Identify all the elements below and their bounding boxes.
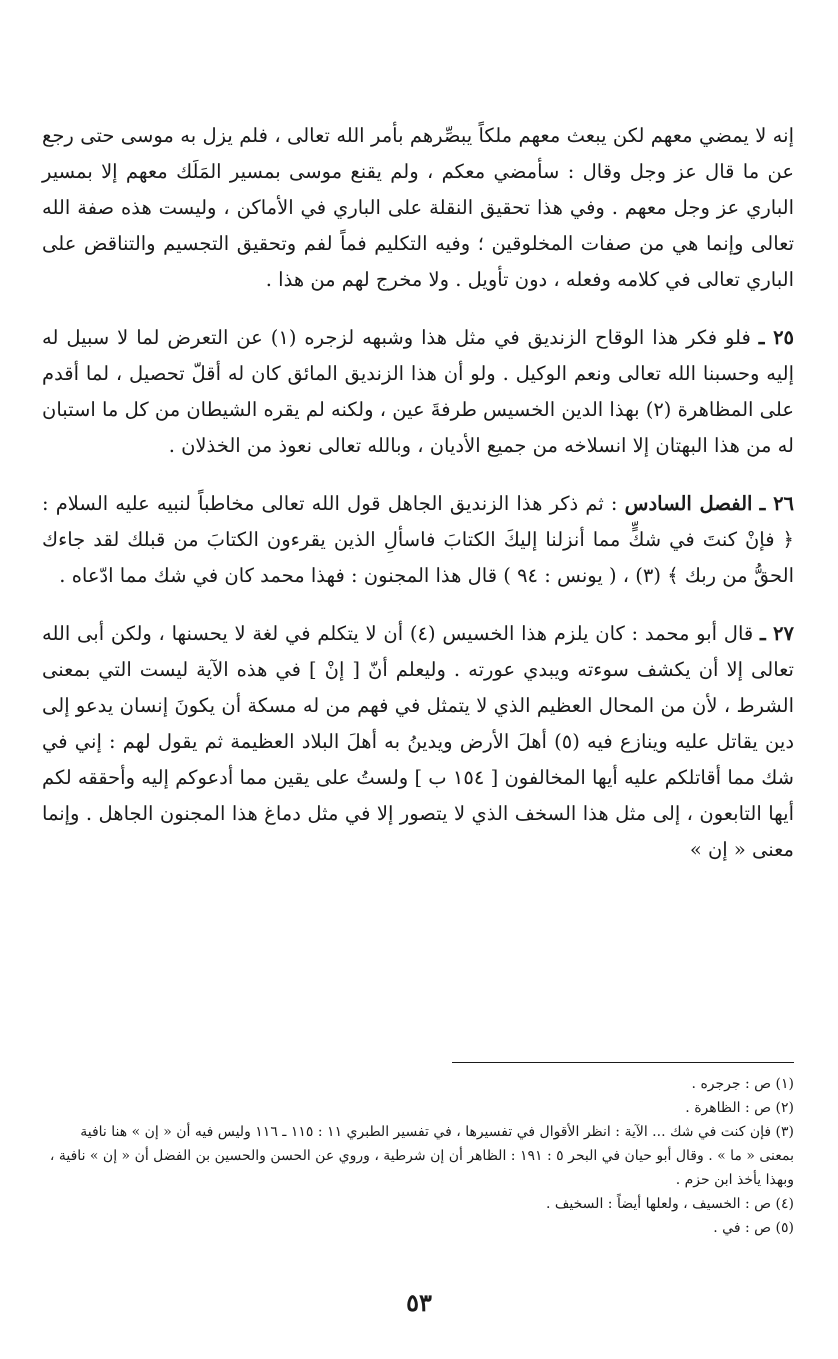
paragraph-number: ٢٥ ـ bbox=[758, 326, 795, 349]
footnote: (٢) ص : الظاهرة . bbox=[685, 1100, 794, 1116]
footnote-separator bbox=[452, 1062, 794, 1063]
page-number: ٥٣ bbox=[406, 1288, 432, 1317]
paragraph-number: ٢٧ ـ bbox=[760, 622, 794, 645]
paragraph bbox=[42, 118, 794, 298]
paragraph-text: إنه لا يمضي معهم لكن يبعث معهم ملكاً يبصِّرهم بأمر الله تعالى ، فلم يزل به موسى حتى رجع عن ما قال عز وجل وقال : سأمضي معكم ، ولم يقنع موسى بمسير المَلَك معهم إلا بمسير الباري عز وجل معهم . وفي هذا تحقيق النقلة على الباري في الأماكن ، وليست هذه صفة الله تعالى وإنما هي من صفات المخلوقين ؛ وفيه التكليم فماً لفم وتحقيق التجسيم والتناقض على الباري تعالى في كلامه وفعله ، دون تأويل . ولا مخرج لهم من هذا . bbox=[42, 124, 794, 291]
footnote: (٤) ص : الخسيف ، ولعلها أيضاً : السخيف . bbox=[546, 1196, 794, 1212]
paragraph bbox=[42, 616, 794, 868]
paragraph bbox=[42, 320, 794, 464]
section-heading: الفصل السادس bbox=[624, 492, 753, 515]
paragraph bbox=[42, 486, 794, 594]
main-text bbox=[42, 118, 794, 890]
footnotes bbox=[42, 1072, 794, 1240]
paragraph-number: ٢٦ ـ bbox=[759, 492, 795, 515]
footnote: (٥) ص : في . bbox=[713, 1220, 794, 1236]
footnote: (٣) فإن كنت في شك ... الآية : انظر الأقوال في تفسيرها ، في تفسير الطبري ١١ : ١١٥ ـ ١١٦ وليس فيه أن « إن » هنا نافية بمعنى « ما » . وقال أبو حيان في البحر ٥ : ١٩١ : الظاهر أن إن شرطية ، وروي عن الحسن والحسين بن الفضل أن « إن » نافية ، وبهذا يأخذ ابن حزم . bbox=[49, 1124, 794, 1188]
paragraph-text: قال أبو محمد : كان يلزم هذا الخسيس (٤) أن لا يتكلم في لغة لا يحسنها ، ولكن أبى الله تعالى إلا أن يكشف سوءته ويبدي عورته . وليعلم أنّ [ إنْ ] في هذه الآية ليست التي بمعنى الشرط ، لأن من المحال العظيم الذي لا يتمثل في فهم من له مسكة أن يكونَ إنسان يدعو إلى دين يقاتل عليه وينازع فيه (٥) أهلَ الأرض ويدينُ به أهلَ البلاد العظيمة ثم يقول لهم : إني في شك مما أقاتلكم عليه أيها المخالفون [ ١٥٤ ب ] ولستُ على يقين مما أدعوكم إليه وأحققه لكم أيها التابعون ، إلى مثل هذا السخف الذي لا يتصور إلا في مثل دماغ هذا المجنون الجاهل . وإنما معنى « إن » bbox=[42, 622, 795, 861]
paragraph-text: فلو فكر هذا الوقاح الزنديق في مثل هذا وشبهه لزجره (١) عن التعرض لما لا سبيل له إليه وحسبنا الله تعالى ونعم الوكيل . ولو أن هذا الزنديق المائق كان له أقلّ تحصيل ، لما أقدم على المظاهرة (٢) بهذا الدين الخسيس طرفةَ عين ، ولكنه لم يقره الشيطان من كل ما استبان له من هذا البهتان إلا انسلاخه من جميع الأديان ، وبالله تعالى نعوذ من الخذلان . bbox=[42, 326, 794, 457]
footnote: (١) ص : جرجره . bbox=[691, 1076, 794, 1092]
paragraph-text: : ثم ذكر هذا الزنديق الجاهل قول الله تعالى مخاطباً لنبيه عليه السلام : ﴿ فإنْ كنتَ في شكٍّ مما أنزلنا إليكَ الكتابَ فاسألِ الذين يقرءون الكتابَ من قبلك لقد جاءك الحقُّ من ربك ﴾ (٣) ، ( يونس : ٩٤ ) قال هذا المجنون : فهذا محمد كان في شك مما ادّعاه . bbox=[42, 492, 794, 587]
